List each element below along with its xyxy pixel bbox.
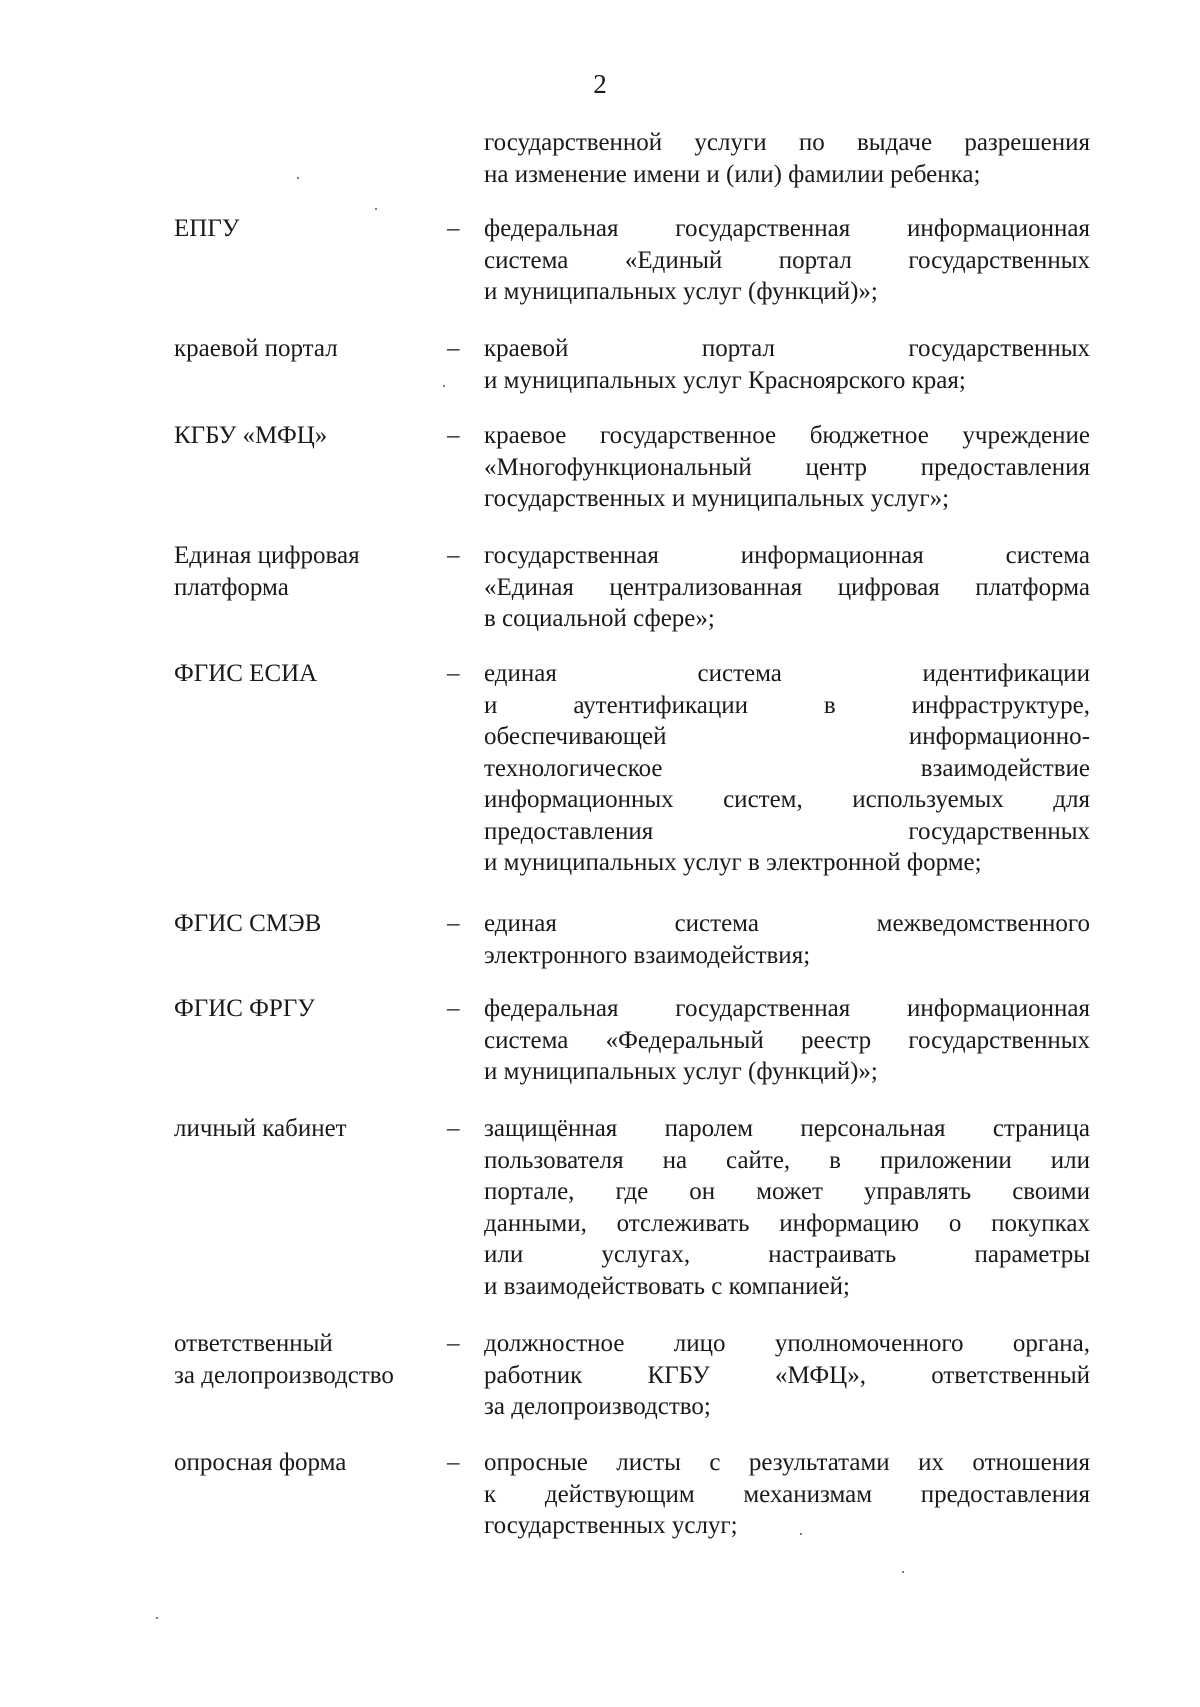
definition-line: опросные листы с результатами их отношения xyxy=(484,1449,1090,1476)
definition-line: государственных и муниципальных услуг»; xyxy=(484,485,950,512)
definition-line: технологическое взаимодействие xyxy=(484,754,1090,782)
term xyxy=(174,420,434,452)
definition-line: краевой портал государственных xyxy=(484,335,1090,362)
term-line: за делопроизводство xyxy=(174,1361,394,1389)
definition-text xyxy=(484,420,1090,515)
term-line: ФГИС ФРГУ xyxy=(174,995,315,1022)
term-line: КГБУ «МФЦ» xyxy=(174,422,328,449)
term xyxy=(174,993,434,1025)
dash: – xyxy=(447,1449,460,1476)
definition-text xyxy=(484,658,1090,879)
definition-line: данными, отслеживать информацию о покупках xyxy=(484,1209,1090,1237)
term xyxy=(174,213,434,245)
definition-line: и муниципальных услуг (функций)»; xyxy=(484,278,878,305)
definition-line: к действующим механизмам предоставления xyxy=(484,1480,1090,1508)
definition-line: или услугах, настраивать параметры xyxy=(484,1241,1090,1268)
term-line: платформа xyxy=(174,573,289,601)
definition-line: на изменение имени и (или) фамилии ребенка; xyxy=(484,160,981,188)
definition-line: «Единая централизованная цифровая платформа xyxy=(484,573,1090,601)
definition-line: государственной услуги по выдаче разрешения xyxy=(484,129,1090,156)
term xyxy=(174,658,434,690)
definition-line: за делопроизводство; xyxy=(484,1393,711,1420)
definition-line: обеспечивающей информационно- xyxy=(484,723,1090,750)
dash: – xyxy=(447,1330,460,1357)
term xyxy=(174,1113,434,1145)
definition-line: в социальной сфере»; xyxy=(484,605,715,632)
dash: – xyxy=(447,215,460,242)
scan-speck xyxy=(156,1617,158,1619)
definition-line: и аутентификации в инфраструктуре, xyxy=(484,691,1090,719)
definition-line: и муниципальных услуг в электронной форме; xyxy=(484,849,982,876)
scan-speck xyxy=(375,208,377,210)
term xyxy=(174,1328,434,1391)
definition-line: предоставления государственных xyxy=(484,817,1090,845)
term xyxy=(174,908,434,940)
definition-line: и муниципальных услуг (функций)»; xyxy=(484,1058,878,1085)
term xyxy=(174,333,434,365)
definition-text xyxy=(484,127,1090,190)
definition-text xyxy=(484,213,1090,308)
scan-speck xyxy=(443,385,445,387)
dash: – xyxy=(447,660,460,687)
term-line: ЕПГУ xyxy=(174,215,240,242)
term-line: краевой портал xyxy=(174,335,338,362)
dash: – xyxy=(447,335,460,362)
definition-line: и муниципальных услуг Красноярского края; xyxy=(484,366,966,394)
definition-text xyxy=(484,908,1090,971)
definition-line: единая система межведомственного xyxy=(484,910,1090,937)
definition-line: система «Федеральный реестр государственных xyxy=(484,1026,1090,1054)
definition-line: «Многофункциональный центр предоставления xyxy=(484,453,1090,481)
term-line: ФГИС СМЭВ xyxy=(174,910,322,937)
definition-line: работник КГБУ «МФЦ», ответственный xyxy=(484,1361,1090,1389)
definition-line: портале, где он может управлять своими xyxy=(484,1178,1090,1205)
definition-text xyxy=(484,1113,1090,1302)
definition-line: государственных услуг; xyxy=(484,1512,738,1539)
dash: – xyxy=(447,1115,460,1142)
definition-line: электронного взаимодействия; xyxy=(484,941,811,969)
term-line: опросная форма xyxy=(174,1449,347,1476)
definition-text xyxy=(484,1328,1090,1423)
term-line: личный кабинет xyxy=(174,1115,347,1142)
definition-line: должностное лицо уполномоченного органа, xyxy=(484,1330,1090,1357)
definition-line: и взаимодействовать с компанией; xyxy=(484,1272,850,1300)
page-number: 2 xyxy=(593,69,607,99)
definition-line: государственная информационная система xyxy=(484,542,1090,569)
term-line: Единая цифровая xyxy=(174,542,360,569)
definition-line: пользователя на сайте, в приложении или xyxy=(484,1146,1090,1174)
definition-text xyxy=(484,333,1090,396)
definition-line: защищённая паролем персональная страница xyxy=(484,1115,1090,1142)
scan-speck xyxy=(902,1571,904,1573)
dash: – xyxy=(447,542,460,569)
definition-line: система «Единый портал государственных xyxy=(484,246,1090,274)
definition-line: единая система идентификации xyxy=(484,660,1090,687)
definition-line: федеральная государственная информационная xyxy=(484,995,1090,1022)
dash: – xyxy=(447,910,460,937)
definition-text xyxy=(484,993,1090,1088)
scan-speck xyxy=(297,177,299,179)
term-line: ответственный xyxy=(174,1330,333,1357)
term xyxy=(174,540,434,603)
scan-speck xyxy=(800,1533,802,1535)
definition-line: информационных систем, используемых для xyxy=(484,786,1090,813)
term-line: ФГИС ЕСИА xyxy=(174,660,318,687)
dash: – xyxy=(447,995,460,1022)
term xyxy=(174,1447,434,1479)
definition-line: краевое государственное бюджетное учреждение xyxy=(484,422,1090,449)
definition-text xyxy=(484,540,1090,635)
dash: – xyxy=(447,422,460,449)
definition-line: федеральная государственная информационная xyxy=(484,215,1090,242)
definition-text xyxy=(484,1447,1090,1542)
